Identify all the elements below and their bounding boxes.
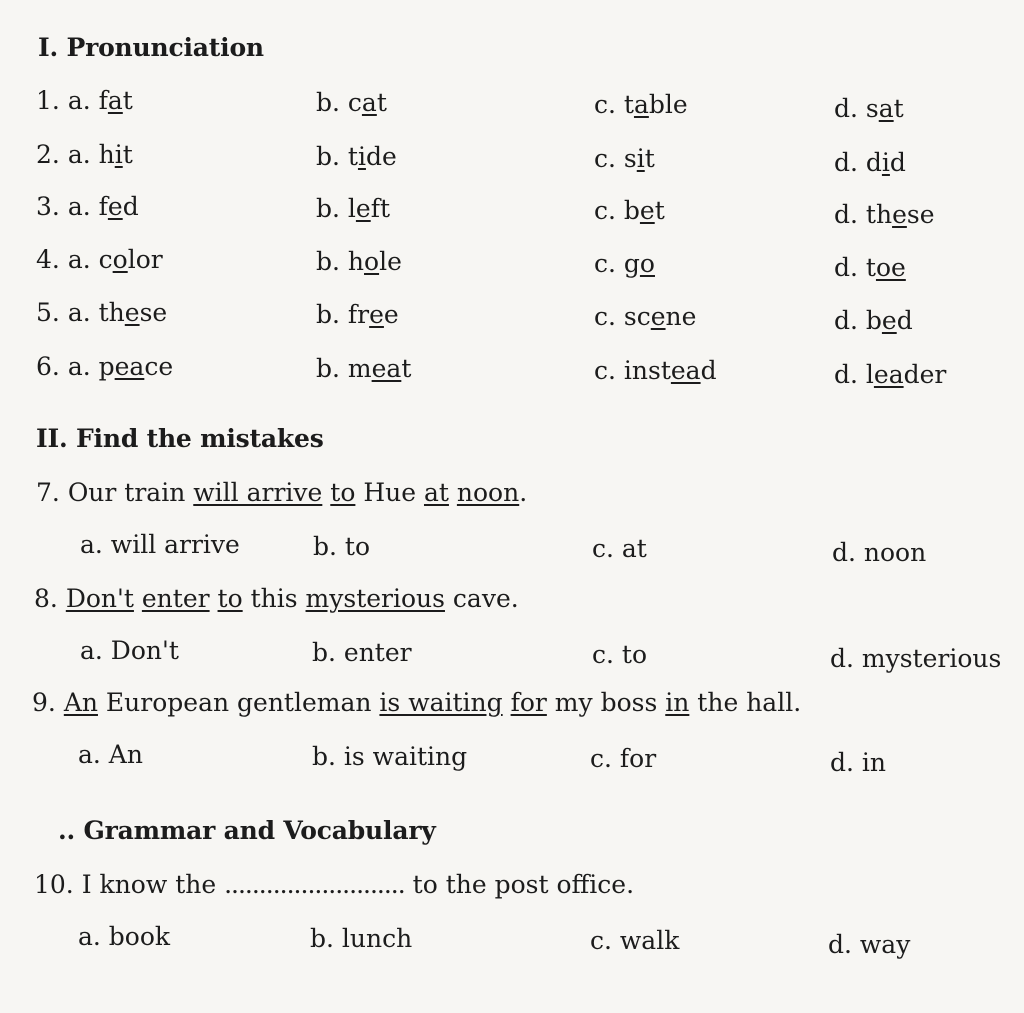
- word-part: c: [98, 245, 113, 274]
- word-part: t: [623, 90, 634, 119]
- option-letter: b.: [316, 194, 348, 223]
- underlined-segment: at: [423, 478, 449, 507]
- sentence-text: European gentleman: [97, 688, 380, 717]
- question-number: 7.: [36, 478, 60, 507]
- question-7-option-d[interactable]: d. noon: [832, 538, 927, 567]
- underlined-sound: e: [892, 200, 907, 229]
- question-1-option-a[interactable]: [36, 86, 133, 115]
- answer-blank[interactable]: ..........................: [224, 870, 405, 899]
- word-part: t: [654, 196, 665, 225]
- sentence-text: cave.: [444, 584, 519, 613]
- question-3-option-d[interactable]: [834, 200, 934, 229]
- word-part: t: [644, 144, 655, 173]
- question-7-option-b[interactable]: b. to: [313, 532, 370, 561]
- word-part: ble: [648, 90, 688, 119]
- word-part: h: [98, 140, 115, 169]
- underlined-sound: i: [881, 148, 890, 177]
- question-2-option-a[interactable]: [36, 140, 133, 169]
- sentence-text: [210, 584, 218, 613]
- underlined-sound: a: [107, 86, 123, 115]
- question-2-option-d[interactable]: [834, 148, 906, 177]
- underlined-segment: to: [217, 584, 243, 613]
- word-part: t: [376, 88, 387, 117]
- option-letter: b.: [316, 354, 348, 383]
- question-7-option-a[interactable]: a. will arrive: [80, 530, 240, 559]
- underlined-sound: e: [124, 298, 140, 327]
- underlined-sound: i: [357, 142, 366, 171]
- option-letter: d.: [834, 360, 866, 389]
- word-part: d: [122, 192, 139, 221]
- option-b[interactable]: b. lunch: [310, 924, 413, 953]
- sentence-text: [449, 478, 457, 507]
- question-7-option-c[interactable]: c. at: [592, 534, 647, 563]
- word-part: der: [903, 360, 947, 389]
- word-part: th: [98, 298, 125, 327]
- word-part: e: [383, 300, 399, 329]
- underlined-sound: e: [881, 306, 897, 335]
- option-c[interactable]: c. walk: [590, 926, 680, 955]
- word-part: b: [865, 306, 882, 335]
- sentence-text: Hue: [355, 478, 424, 507]
- question-1-option-c[interactable]: [594, 90, 688, 119]
- underlined-segment: Don't: [65, 584, 134, 613]
- sentence-text-after: to the post office.: [412, 870, 635, 899]
- option-letter: d.: [834, 253, 866, 282]
- option-letter: d.: [834, 306, 866, 335]
- question-number: 4.: [36, 245, 60, 274]
- underlined-segment: mysterious: [305, 584, 445, 613]
- underlined-sound: ea: [371, 354, 402, 383]
- underlined-segment: is waiting: [379, 688, 503, 717]
- question-3-option-a[interactable]: [36, 192, 139, 221]
- word-part: p: [98, 352, 115, 381]
- underlined-sound: i: [114, 140, 123, 169]
- option-letter: a.: [67, 245, 99, 274]
- question-6-option-d[interactable]: [834, 360, 946, 389]
- question-9-option-d[interactable]: d. in: [830, 748, 886, 777]
- word-part: d: [865, 148, 882, 177]
- word-part: t: [865, 253, 876, 282]
- question-5-option-b[interactable]: [316, 300, 399, 329]
- word-part: t: [347, 142, 358, 171]
- sentence-text: this: [242, 584, 306, 613]
- question-8-option-b[interactable]: b. enter: [312, 638, 412, 667]
- question-3-option-c[interactable]: [594, 196, 665, 225]
- option-letter: c.: [594, 302, 624, 331]
- word-part: c: [347, 88, 362, 117]
- question-6-option-a[interactable]: [36, 352, 173, 381]
- underlined-sound: oe: [875, 253, 906, 282]
- question-number: 1.: [36, 86, 60, 115]
- option-letter: c.: [594, 356, 624, 385]
- option-letter: c.: [594, 144, 624, 173]
- question-8-option-a[interactable]: a. Don't: [80, 636, 179, 665]
- option-letter: b.: [316, 142, 348, 171]
- question-8-sentence: [34, 584, 519, 613]
- underlined-sound: ea: [670, 356, 701, 385]
- question-9-sentence: [32, 688, 801, 717]
- word-part: se: [906, 200, 935, 229]
- option-letter: a.: [67, 352, 99, 381]
- question-4-option-a[interactable]: [36, 245, 163, 274]
- underlined-sound: o: [364, 247, 380, 276]
- question-number: 3.: [36, 192, 60, 221]
- underlined-sound: e: [639, 196, 655, 225]
- underlined-sound: ea: [873, 360, 904, 389]
- question-1-option-b[interactable]: [316, 88, 387, 117]
- underlined-sound: a: [361, 88, 377, 117]
- question-2-option-b[interactable]: [316, 142, 397, 171]
- word-part: d: [889, 148, 906, 177]
- word-part: d: [700, 356, 717, 385]
- question-9-option-c[interactable]: c. for: [590, 744, 657, 773]
- word-part: ce: [144, 352, 174, 381]
- sentence-text: [134, 584, 142, 613]
- underlined-sound: a: [878, 94, 894, 123]
- word-part: th: [865, 200, 893, 229]
- underlined-segment: for: [510, 688, 547, 717]
- question-number: 2.: [36, 140, 60, 169]
- option-letter: b.: [316, 300, 348, 329]
- underlined-sound: o: [112, 245, 128, 274]
- question-8-option-d[interactable]: d. mysterious: [830, 644, 1002, 673]
- question-9-option-a[interactable]: a. An: [78, 740, 143, 769]
- option-d[interactable]: d. way: [828, 930, 911, 959]
- question-8-option-c[interactable]: c. to: [592, 640, 647, 669]
- word-part: h: [347, 247, 365, 276]
- word-part: l: [865, 360, 874, 389]
- question-10-sentence: [34, 870, 634, 899]
- underlined-sound: a: [633, 90, 649, 119]
- sentence-text-before: I know the: [81, 870, 225, 899]
- question-number: 8.: [34, 584, 58, 613]
- word-part: s: [623, 144, 637, 173]
- sentence-text: my boss: [546, 688, 666, 717]
- word-part: f: [98, 192, 108, 221]
- question-2-option-c[interactable]: [594, 144, 655, 173]
- word-part: t: [122, 140, 133, 169]
- underlined-segment: to: [330, 478, 356, 507]
- section-heading-grammar-vocabulary: .. Grammar and Vocabulary: [58, 816, 436, 845]
- word-part: t: [893, 94, 904, 123]
- underlined-segment: in: [665, 688, 690, 717]
- underlined-segment: will arrive: [193, 478, 323, 507]
- question-1-option-d[interactable]: [834, 94, 904, 123]
- option-letter: a.: [67, 298, 99, 327]
- question-number: 5.: [36, 298, 60, 327]
- question-4-option-d[interactable]: [834, 253, 906, 282]
- word-part: t: [401, 354, 412, 383]
- sentence-text: [503, 688, 511, 717]
- word-part: g: [623, 249, 640, 278]
- sentence-text: Our train: [67, 478, 194, 507]
- option-letter: a.: [67, 192, 99, 221]
- underlined-sound: e: [369, 300, 384, 329]
- word-part: se: [139, 298, 168, 327]
- word-part: d: [896, 306, 913, 335]
- question-7-sentence: [36, 478, 527, 507]
- underlined-segment: An: [63, 688, 98, 717]
- sentence-text: .: [519, 478, 528, 507]
- section-heading-find-mistakes: II. Find the mistakes: [36, 424, 324, 453]
- question-9-option-b[interactable]: b. is waiting: [312, 742, 468, 771]
- option-letter: d.: [834, 148, 866, 177]
- underlined-segment: enter: [141, 584, 210, 613]
- word-part: fr: [347, 300, 370, 329]
- underlined-sound: e: [107, 192, 123, 221]
- word-part: f: [98, 86, 108, 115]
- word-part: l: [347, 194, 356, 223]
- word-part: sc: [623, 302, 651, 331]
- word-part: ne: [665, 302, 697, 331]
- word-part: de: [365, 142, 397, 171]
- question-5-option-a[interactable]: [36, 298, 167, 327]
- sentence-text: the hall.: [689, 688, 802, 717]
- option-letter: a.: [67, 86, 99, 115]
- option-letter: a.: [67, 140, 99, 169]
- underlined-sound: e: [355, 194, 371, 223]
- word-part: t: [122, 86, 133, 115]
- option-a[interactable]: a. book: [78, 922, 171, 951]
- question-4-option-b[interactable]: [316, 247, 402, 276]
- option-letter: d.: [834, 200, 866, 229]
- word-part: le: [379, 247, 402, 276]
- question-6-option-c[interactable]: [594, 356, 717, 385]
- question-4-option-c[interactable]: [594, 249, 655, 278]
- underlined-segment: noon: [456, 478, 520, 507]
- option-letter: c.: [594, 196, 624, 225]
- question-number: 6.: [36, 352, 60, 381]
- word-part: ft: [370, 194, 391, 223]
- underlined-sound: i: [636, 144, 645, 173]
- word-part: inst: [623, 356, 671, 385]
- word-part: s: [865, 94, 879, 123]
- question-number: 10.: [34, 870, 74, 899]
- option-letter: d.: [834, 94, 866, 123]
- option-letter: c.: [594, 249, 624, 278]
- section-heading-pronunciation: I. Pronunciation: [38, 33, 264, 62]
- option-letter: b.: [316, 247, 348, 276]
- question-5-option-d[interactable]: [834, 306, 913, 335]
- option-letter: c.: [594, 90, 624, 119]
- underlined-sound: o: [639, 249, 655, 278]
- word-part: m: [347, 354, 372, 383]
- question-6-option-b[interactable]: [316, 354, 411, 383]
- underlined-sound: ea: [114, 352, 145, 381]
- question-5-option-c[interactable]: [594, 302, 696, 331]
- question-number: 9.: [32, 688, 56, 717]
- word-part: b: [623, 196, 640, 225]
- question-3-option-b[interactable]: [316, 194, 390, 223]
- option-letter: b.: [316, 88, 348, 117]
- underlined-sound: e: [650, 302, 666, 331]
- word-part: lor: [127, 245, 163, 274]
